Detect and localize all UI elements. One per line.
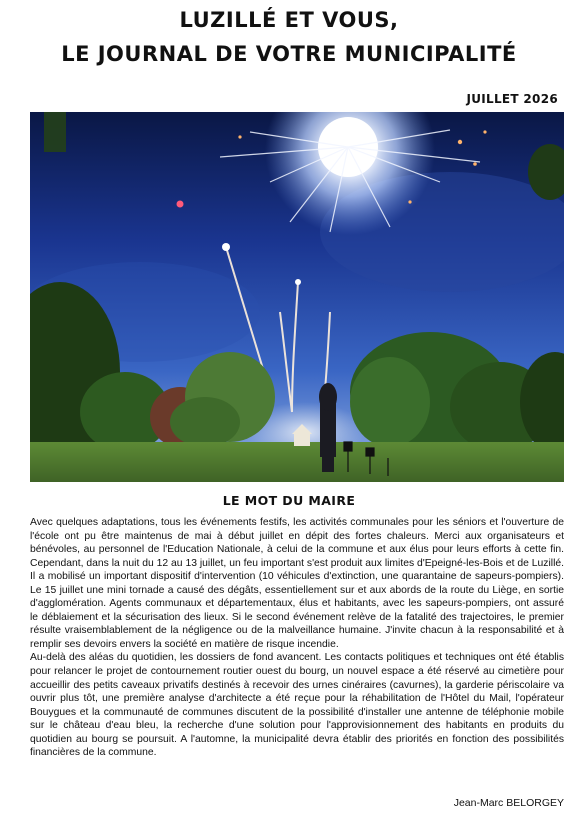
newsletter-title-line2: LE JOURNAL DE VOTRE MUNICIPALITÉ	[61, 42, 517, 66]
article-heading: LE MOT DU MAIRE	[222, 493, 356, 508]
fireworks-photo	[30, 112, 564, 482]
article-body	[30, 516, 564, 760]
issue-date: JUILLET 2026	[466, 92, 558, 106]
article-paragraph-1: Avec quelques adaptations, tous les événements festifs, les activités communales pour les séniors et l'ouverture de l'école ont pu être maintenus de mai à début juillet en dépit des fortes chaleurs. Merci aux organisateurs et bénévoles, au personnel de l'Education Nationale, à celui de la commune et aux élus pour leurs efforts à cette fin. Cependant, dans la nuit du 12 au 13 juillet, un feu important s'est produit aux limites d'Epeigné-les-Bois et de Luzillé. Il a mobilisé un important dispositif d'intervention (10 véhicules d'extinction, une quarantaine de sapeurs-pompiers). Le 15 juillet une mini tornade a causé des dégâts, essentiellement sur et aux abords de la route du Liège, en sortie d'agglomération. Agents communaux et départementaux, élus et habitants, avec les sapeurs-pompiers, ont assuré le déblaiement et la sécurisation des lieux. Si le second événement relève de la fatalité des trajectoires, le premier résulte vraisemblablement de la négligence ou de la malveillance humaine. J'invite chacun à la responsabilité et à remplir ses devoirs envers la société en matière de risque incendie.	[30, 517, 564, 650]
newsletter-title-line1: LUZILLÉ ET VOUS,	[179, 8, 399, 32]
mayor-signature: Jean-Marc BELORGEY	[453, 797, 564, 809]
article-paragraph-2: Au-delà des aléas du quotidien, les dossiers de fond avancent. Les contacts politiques et techniques ont été établis pour relancer le projet de contournement routier ouest du bourg, un nouvel espace a été réservé au cimetière pour accueillir des petits caveaux privatifs destinés à recevoir des urnes cinéraires (cavurnes), la garderie périscolaire va ouvrir plus tôt, une première analyse d'architecte a été reçue pour la réhabilitation de l'Hôtel du Mail, l'opérateur Bouygues et la communauté de communes discutent de la possibilité d'installer une antenne de téléphonie mobile sur le château d'eau bleu, la recherche d'une solution pour l'approvisionnement des habitants en produits du quotidien au bourg se poursuit. A l'automne, la municipalité devra établir des priorités en fonction des possibilités financières de la commune.	[30, 652, 564, 759]
